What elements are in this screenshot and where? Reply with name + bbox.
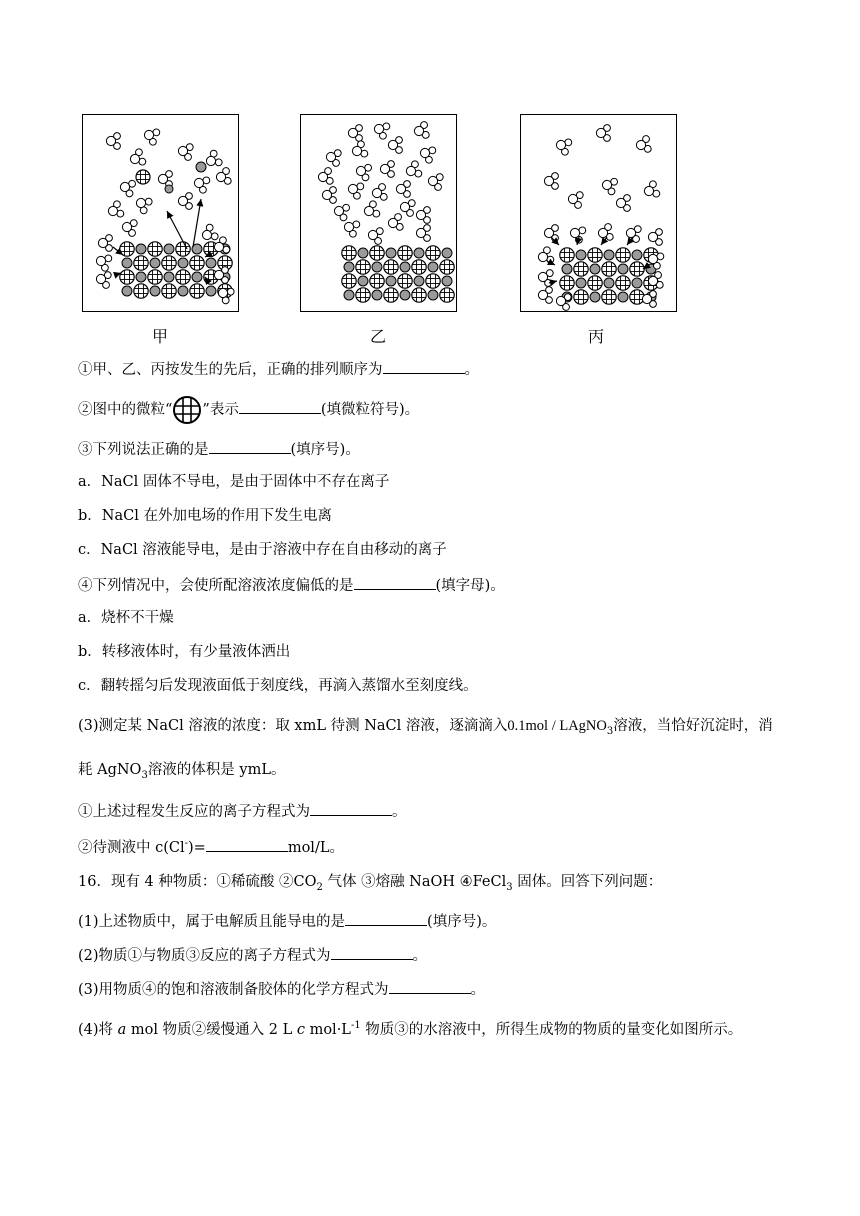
sodium-ion [400,262,410,272]
question-text: (3)用物质④的饱和溶液制备胶体的化学方程式为 [78,982,389,998]
question-text: ”表示 [202,402,239,418]
option-a: a．烧杯不干燥 [78,610,174,626]
question-text: 物质③的水溶液中，所得生成物的物质的量变化如图所示。 [360,1021,743,1038]
water-molecule [142,126,161,147]
answer-blank[interactable] [389,978,471,994]
chloride-ion [412,260,426,274]
chloride-ion [398,274,412,288]
variable-c: c [296,1021,305,1038]
option-b: b．转移液体时，有少量液体洒出 [78,644,291,660]
water-molecule [350,140,369,161]
water-molecule [567,190,584,209]
water-molecule [121,218,138,237]
water-molecule [568,224,587,245]
sodium-ion [386,276,396,286]
water-molecule [416,207,430,224]
subscript: 3 [606,725,614,737]
sodium-ion [344,290,354,300]
water-molecule [427,172,444,191]
option-c: c．NaCl 溶液能导电，是由于溶液中存在自由移动的离子 [78,542,447,558]
question-order [78,358,479,380]
chloride-ion [356,288,370,302]
sodium-ion [428,262,438,272]
sodium-ion [178,258,188,268]
sodium-ion [604,278,614,288]
chloride-ion [602,262,616,276]
question-text: 溶液，当恰好沉淀时，消 [613,718,773,734]
arrow [601,237,607,245]
sodium-ion [386,248,396,258]
water-molecule [192,174,211,195]
water-molecule [416,225,430,242]
chloride-ion [440,260,454,274]
question-particle [78,398,419,420]
water-molecule [635,135,652,154]
water-molecule [388,137,402,154]
question-16-4 [78,1016,742,1040]
chloride-ion [440,288,454,302]
sodium-ion [414,276,424,286]
chloride-ion [134,256,148,270]
answer-blank[interactable] [354,574,436,590]
question-text: 溶液的体积是 ymL。 [147,762,286,778]
water-molecule [325,148,342,167]
chloride-ion [134,284,148,298]
option-c: c．翻转摇匀后发现液面低于刻度线，再滴入蒸馏水至刻度线。 [78,678,478,694]
sodium-ion [136,244,146,254]
water-molecule [133,193,154,215]
chloride-ion [384,288,398,302]
water-molecule [178,193,192,210]
panel-jia [82,114,239,312]
answer-blank[interactable] [206,836,288,852]
water-molecule [596,125,610,142]
sodium-ion [562,264,572,274]
sodium-ion [358,276,368,286]
water-molecule [317,167,334,186]
question-16-2 [78,944,427,966]
sodium-ion [632,278,642,288]
sodium-ion [196,162,206,172]
question-low-concentration [78,574,505,596]
question-16-intro [78,872,662,898]
concentration: 0.1mol / LAgNO [507,718,607,734]
chloride-ion [176,242,190,256]
chloride-ion [560,248,574,262]
sodium-ion [178,286,188,296]
punct: 。 [392,804,407,820]
water-molecule [380,161,394,178]
sodium-ion [164,244,174,254]
chloride-ion [176,270,190,284]
sodium-ion [414,248,424,258]
variable-a: a [117,1021,127,1038]
answer-blank[interactable] [209,438,291,454]
chloride-ion [426,274,440,288]
water-molecule [354,162,372,182]
question-text: (3)测定某 NaCl 溶液的浓度：取 xmL 待测 NaCl 溶液，逐滴滴入 [78,718,508,734]
particle-figure [80,114,780,344]
chloride-ion [602,290,616,304]
punct: 。 [464,362,479,378]
part3-q1 [78,800,407,822]
arrow [193,199,201,247]
chloride-ion [190,256,204,270]
chloride-ion [136,170,150,184]
question-text: mol/L。 [287,839,344,856]
sodium-ion [164,272,174,282]
water-molecule [554,136,573,157]
sodium-ion [576,278,586,288]
chloride-ion [574,290,588,304]
question-text: ④下列情况中，会使所配溶液浓度偏低的是 [78,578,354,594]
panel-bing-drawing [521,115,676,311]
water-molecule [372,120,391,141]
sodium-ion [206,286,216,296]
panel-yi-drawing [301,115,456,311]
question-text: ③下列说法正确的是 [78,442,209,458]
chloride-ion [342,246,356,260]
sodium-ion [165,185,173,193]
chloride-ion [384,260,398,274]
superscript: -1 [350,1020,361,1031]
chloride-ion [426,246,440,260]
chloride-ion [356,260,370,274]
caption-jia: 甲 [151,327,168,346]
sodium-ion [632,250,642,260]
arrow [167,211,187,249]
question-text: mol·L [304,1021,351,1038]
sodium-ion [136,272,146,282]
chloride-ion [370,246,384,260]
question-text: ②图中的微粒“ [78,402,173,418]
sodium-ion [442,248,452,258]
chloride-ion [162,256,176,270]
question-text: ①上述过程发生反应的离子方程式为 [78,804,310,820]
answer-blank[interactable] [345,910,427,926]
sodium-ion [590,264,600,274]
question-16-3 [78,978,485,1000]
water-molecule [544,173,558,190]
question-text: (填字母)。 [435,578,505,594]
water-molecule [404,160,423,181]
water-molecule [128,148,147,169]
sodium-ion [428,290,438,300]
water-molecule [396,181,410,198]
question-text: 固体。回答下列问题： [512,874,663,890]
water-molecule [538,287,552,304]
water-molecule [94,252,113,273]
question-16-1 [78,910,496,932]
question-text: (2)物质①与物质③反应的离子方程式为 [78,948,331,964]
water-molecule [371,183,388,202]
answer-blank[interactable] [331,944,413,960]
punct: 。 [470,982,486,998]
panel-bing [520,114,677,312]
water-molecule [215,167,232,186]
question-text: (填序号)。 [290,442,360,458]
water-molecule [177,142,194,161]
question-text: ①甲、乙、丙按发生的先后，正确的排列顺序为 [78,362,383,378]
answer-blank[interactable] [239,398,321,414]
water-molecule [625,224,642,243]
part3-q2 [78,834,344,858]
sodium-ion [206,258,216,268]
chloride-ion [370,274,384,288]
part3-intro [78,716,773,742]
chloride-ion [412,288,426,302]
question-text: (填序号)。 [427,914,497,930]
question-text: 耗 AgNO [78,762,142,778]
water-molecule [348,125,362,142]
chloride-ion [148,270,162,284]
water-molecule [399,198,416,217]
chloride-ion [560,276,574,290]
water-molecule [387,213,404,232]
question-text: )= [188,839,206,856]
subscript: 3 [141,769,148,781]
chloride-ion [588,276,602,290]
question-text: (4)将 [78,1021,118,1038]
water-molecule [322,187,336,204]
chloride-ion [588,248,602,262]
chloride-ion [342,274,356,288]
water-molecule [537,268,554,287]
water-molecule [95,270,112,289]
question-correct [78,438,360,460]
sodium-ion [150,286,160,296]
sodium-ion [344,262,354,272]
water-molecule [106,200,125,221]
water-molecule [362,200,381,221]
chloride-ion [148,242,162,256]
sodium-ion [150,258,160,268]
water-molecule [642,180,661,201]
caption-bing: 丙 [587,327,604,346]
panel-yi [300,114,457,312]
subscript: 2 [316,881,323,893]
chloride-ion [630,290,644,304]
sodium-ion [618,264,628,274]
chloride-ion [616,248,630,262]
sodium-ion [122,286,132,296]
sodium-ion [122,258,132,268]
sodium-ion [192,272,202,282]
chloride-ion [398,246,412,260]
answer-blank[interactable] [310,800,392,816]
chloride-ion [120,270,134,284]
sodium-ion [576,250,586,260]
water-molecule [98,235,112,252]
sodium-ion [358,248,368,258]
question-text: 气体 ③熔融 NaOH ④FeCl [322,874,507,890]
chloride-ion-icon [172,395,202,425]
water-molecule [367,226,384,245]
punct: 。 [412,948,428,964]
question-text: (1)上述物质中，属于电解质且能导电的是 [78,914,346,930]
water-molecule [106,133,120,150]
sodium-ion [442,276,452,286]
water-molecule [600,176,618,196]
water-molecule [118,178,136,198]
question-text: (填微粒符号)。 [320,402,420,418]
question-text: 16．现有 4 种物质：①稀硫酸 ②CO [78,874,317,890]
sodium-ion [590,292,600,302]
option-a: a．NaCl 固体不导电，是由于固体中不存在离子 [78,474,390,490]
chloride-ion [162,284,176,298]
answer-blank[interactable] [383,358,465,374]
chloride-ion [190,284,204,298]
sodium-ion [372,290,382,300]
sodium-ion [604,250,614,260]
chloride-ion [630,262,644,276]
water-molecule [332,202,350,222]
arrow [627,237,633,245]
question-text: mol 物质②缓慢通入 2 L [126,1021,297,1038]
panel-jia-drawing [83,115,238,311]
question-text: ②待测液中 c(Cl [78,839,185,856]
water-molecule [413,121,430,140]
water-molecule [616,195,630,212]
water-molecule [544,225,558,242]
chloride-ion [574,262,588,276]
chloride-ion [616,276,630,290]
option-b: b．NaCl 在外加电场的作用下发生电离 [78,508,332,524]
subscript: 3 [506,881,513,893]
sodium-ion [400,290,410,300]
superscript: - [184,838,189,849]
caption-yi: 乙 [369,327,386,346]
water-molecule [199,223,220,245]
sodium-ion [618,292,628,302]
water-molecule [346,180,365,201]
water-molecule [418,144,437,165]
water-molecule [648,229,662,246]
sodium-ion [372,262,382,272]
part3-intro-cont [78,760,286,786]
